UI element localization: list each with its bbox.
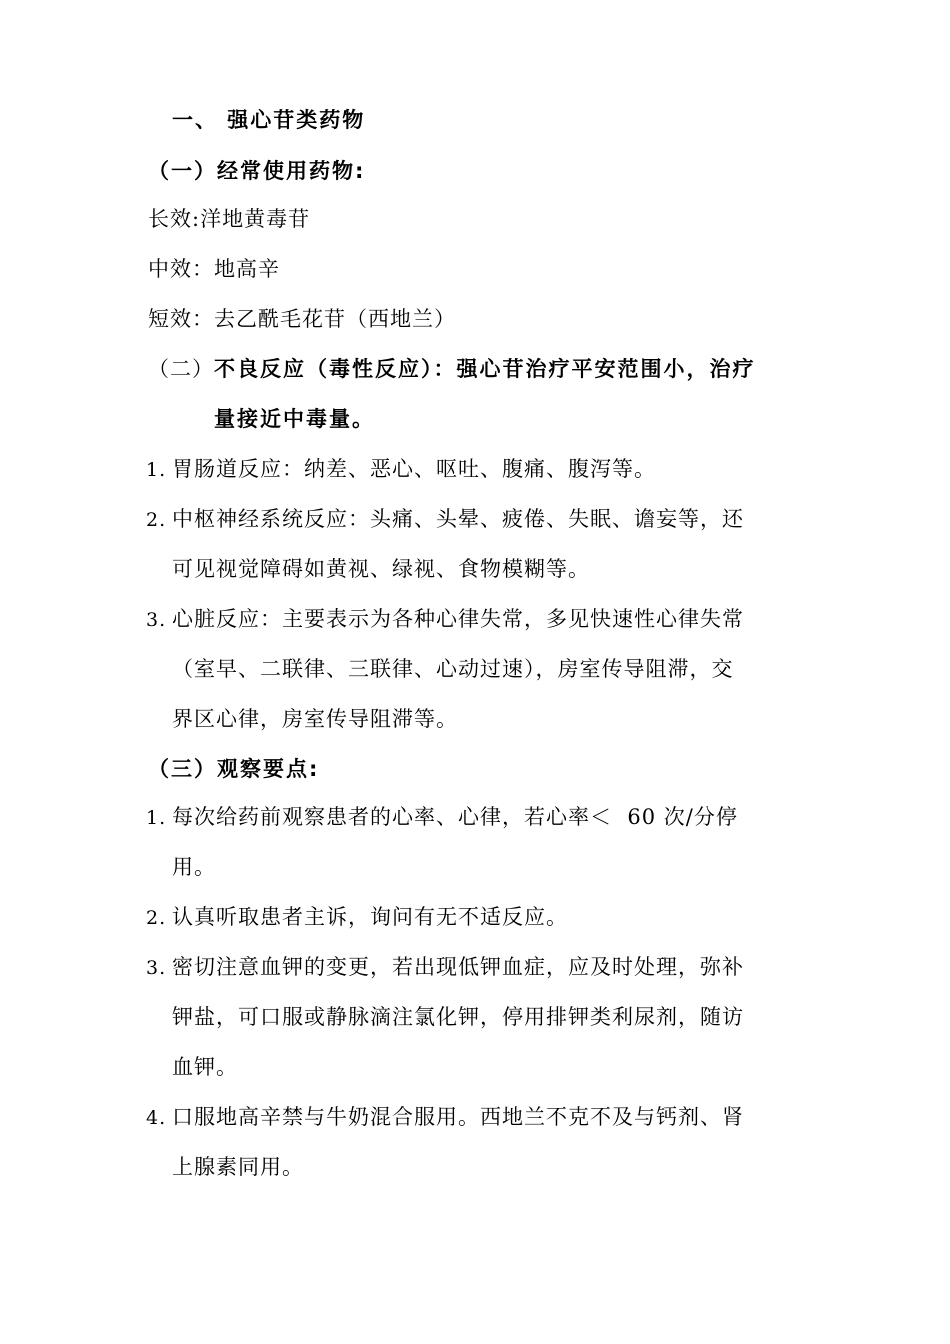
item-text: 密切注意血钾的变更，若出现低钾血症，应及时处理，弥补	[172, 955, 744, 979]
sub1-line-mid: 中效：地高辛	[148, 257, 280, 281]
item-text: 每次给药前观察患者的心率、心律，若心率＜ 60 次/分停	[172, 805, 738, 829]
list-item	[146, 803, 738, 832]
item-number: 2.	[146, 907, 167, 929]
section-title: 一、 强心苷类药物	[172, 108, 366, 132]
list-item	[146, 505, 744, 534]
list-item	[146, 903, 568, 932]
item-text-cont: 界区心律，房室传导阻滞等。	[172, 707, 458, 731]
item-text-cont: （室早、二联律、三联律、心动过速），房室传导阻滞，交	[172, 657, 734, 681]
item-text: 中枢神经系统反应：头痛、头晕、疲倦、失眠、谵妄等，还	[172, 507, 744, 531]
item-number: 1.	[146, 807, 167, 829]
list-item	[146, 605, 744, 634]
sub2-heading	[148, 355, 756, 383]
item-text-cont: 钾盐，可口服或静脉滴注氯化钾，停用排钾类利尿剂，随访	[172, 1005, 744, 1029]
item-number: 3.	[146, 609, 167, 631]
item-text: 认真听取患者主诉，询问有无不适反应。	[172, 905, 568, 929]
item-text: 口服地高辛禁与牛奶混合服用。西地兰不克不及与钙剂、肾	[172, 1105, 744, 1129]
sub1-line-long: 长效:洋地黄毒苷	[148, 207, 311, 231]
sub3-heading: （三）观察要点:	[148, 757, 320, 781]
item-number: 1.	[146, 459, 167, 481]
item-number: 3.	[146, 957, 167, 979]
item-number: 4.	[146, 1107, 167, 1129]
item-text-cont: 可见视觉障碍如黄视、绿视、食物模糊等。	[172, 557, 590, 581]
sub1-heading: （一）经常使用药物:	[148, 159, 366, 183]
item-number: 2.	[146, 509, 167, 531]
item-text-cont: 上腺素同用。	[172, 1155, 304, 1179]
item-text-cont: 血钾。	[172, 1055, 238, 1079]
list-item	[146, 1103, 744, 1132]
item-text: 心脏反应：主要表示为各种心律失常，多见快速性心律失常	[172, 607, 744, 631]
item-text: 胃肠道反应：纳差、恶心、呕吐、腹痛、腹泻等。	[172, 457, 656, 481]
list-item	[146, 953, 744, 982]
sub2-heading-prefix: （二）	[148, 357, 214, 381]
sub1-line-short: 短效：去乙酰毛花苷（西地兰）	[148, 307, 456, 331]
sub2-heading-text: 不良反应（毒性反应）：强心苷治疗平安范围小，治疗	[214, 357, 756, 381]
sub2-heading-cont: 量接近中毒量。	[214, 407, 375, 431]
list-item	[146, 455, 656, 484]
item-text-cont: 用。	[172, 855, 216, 879]
